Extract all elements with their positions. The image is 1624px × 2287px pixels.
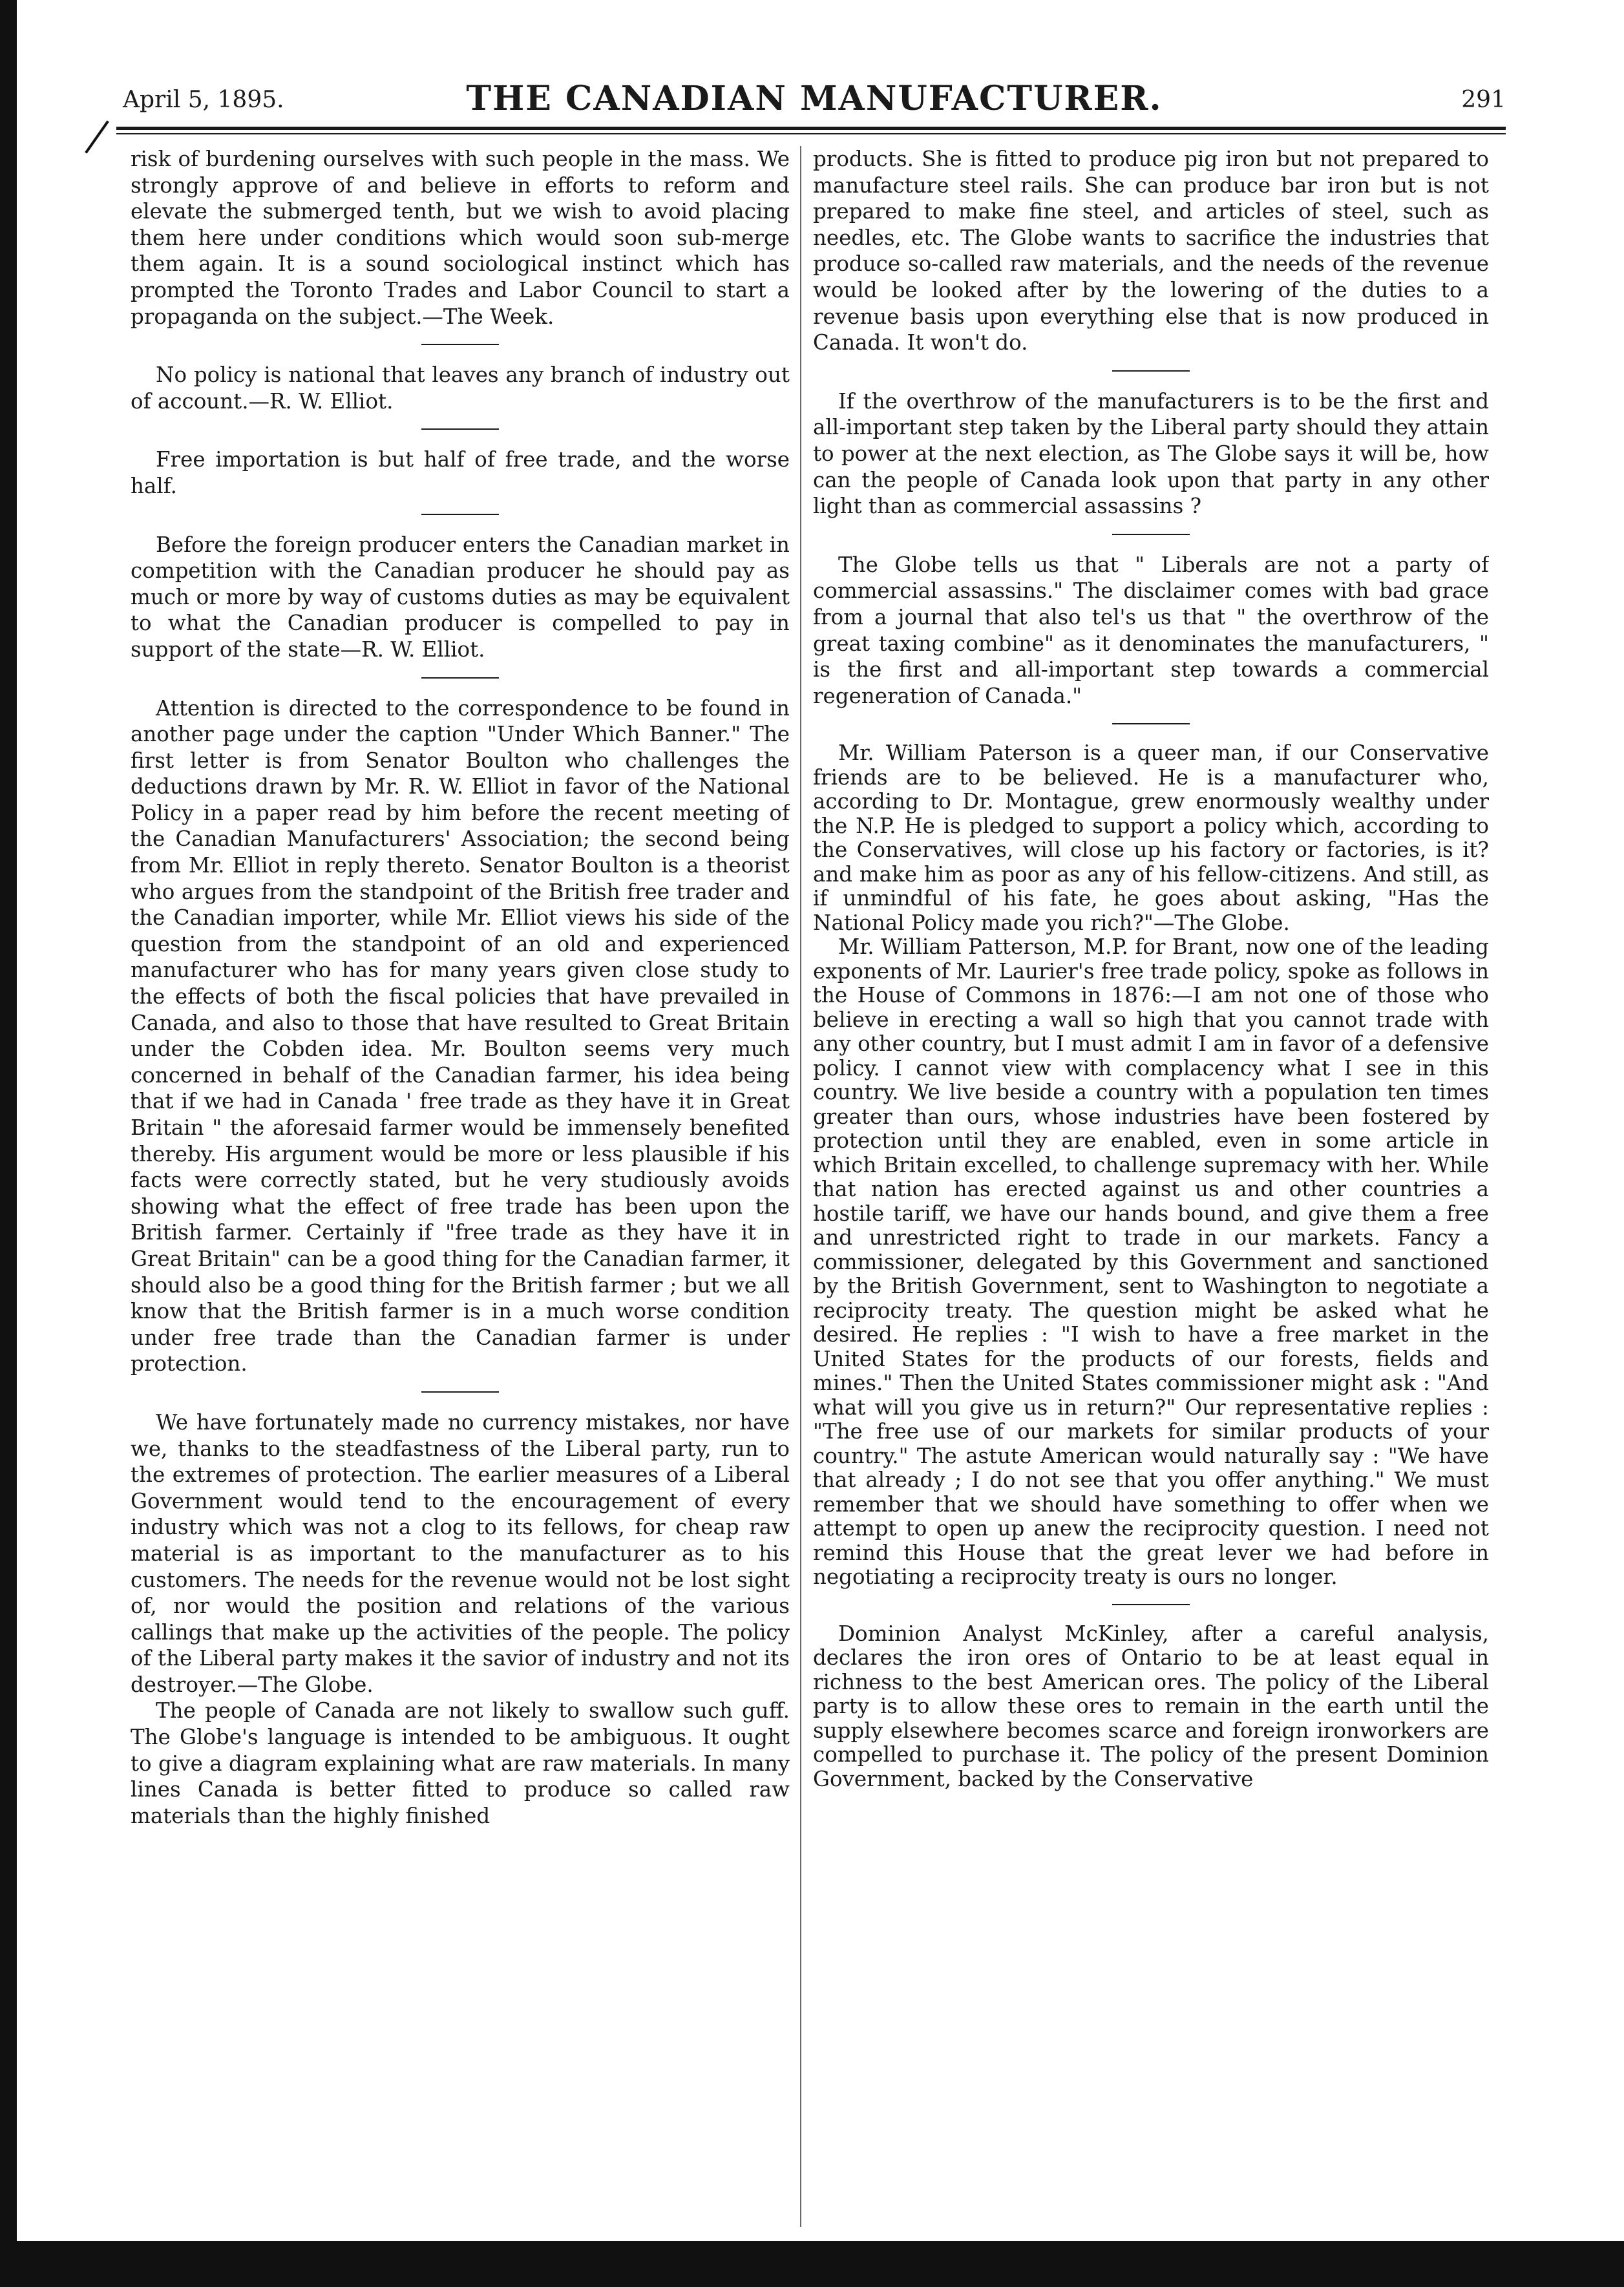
- article-paragraph: products. She is fitted to produce pig iron but not prepared to manufacture steel rails. She can produce bar iron but is not prepared to make fine steel, and articles of steel, such as needles, etc. The Globe wants to sacrifice the industries that produce so-called raw materials, and the needs of the revenue would be looked after by the lowering of the duties to a revenue basis upon everything else that is now produced in Canada. It won't do.: [813, 147, 1489, 355]
- section-divider: [421, 344, 499, 345]
- header-date: April 5, 1895.: [123, 87, 284, 113]
- section-divider: [421, 514, 499, 515]
- page-number: 291: [1461, 87, 1506, 113]
- scan-mark: [85, 120, 109, 153]
- article-paragraph: We have fortunately made no currency mistakes, nor have we, thanks to the steadfastness of the Liberal party, run to the extremes of protection. The earlier measures of a Liberal Government would tend to the encouragement of every industry which was not a clog to its fellows, for cheap raw material is as important to the manufacturer as to his customers. The needs for the revenue would not be lost sight of, nor would the position and relations of the various callings that make up the activities of the people. The policy of the Liberal party makes it the savior of industry and not its destroyer.—The Globe.: [131, 1409, 790, 1697]
- article-paragraph: Mr. William Patterson, M.P. for Brant, now one of the leading exponents of Mr. Laurier's free trade policy, spoke as follows in the House of Commons in 1876:—I am not one of those who believe in erecting a wall so high that you cannot trade with any other country, but I must admit I am in favor of a defensive policy. I cannot view with complacency what I see in this country. We live beside a country with a population ten times greater than ours, whose industries have been fostered by protection until they are enabled, even in some article in which Britain excelled, to challenge supremacy with her. While that nation has erected against us and other countries a hostile tariff, we have our hands bound, and give them a free and unrestricted right to trade in our markets. Fancy a commissioner, delegated by this Government and sanctioned by the British Government, sent to Washington to negotiate a reciprocity treaty. The question might be asked what he desired. He replies : "I wish to have a free market in the United States for the products of our forests, fields and mines." Then the United States commissioner might ask : "And what will you give us in return?" Our representative replies : "The free use of our markets for similar products of your country." The astute American would naturally say : "We have that already ; I do not see that you offer anything." We must remember that we should have something to offer when we attempt to open up anew the reciprocity question. I need not remind this House that the great lever we had before in negotiating a reciprocity treaty is ours no longer.: [813, 934, 1489, 1590]
- header-rule: [116, 127, 1506, 130]
- section-divider: [1112, 1604, 1190, 1605]
- section-divider: [421, 1391, 499, 1393]
- left-column: [131, 146, 790, 2240]
- page-header: [123, 79, 1506, 124]
- section-divider: [1112, 534, 1190, 535]
- section-divider: [1112, 370, 1190, 372]
- header-rule-thin: [116, 133, 1506, 134]
- article-paragraph: Dominion Analyst McKinley, after a careful analysis, declares the iron ores of Ontario to be at least equal in richness to the best American ores. The policy of the Liberal party is to allow these ores to remain in the earth until the supply elsewhere becomes scarce and foreign ironworkers are compelled to purchase it. The policy of the present Dominion Government, backed by the Conservative: [813, 1621, 1489, 1791]
- scan-edge-bottom: [0, 2241, 1624, 2287]
- right-column: [813, 146, 1489, 2240]
- article-paragraph: Before the foreign producer enters the Canadian market in competition with the Canadian producer he should pay as much or more by way of customs duties as may be equivalent to what the Canadian producer is compelled to pay in support of the state—R. W. Elliot.: [131, 532, 790, 662]
- masthead-title: THE CANADIAN MANUFACTURER.: [466, 79, 1163, 118]
- article-paragraph: Free importation is but half of free trade, and the worse half.: [131, 447, 790, 498]
- section-divider: [421, 428, 499, 430]
- article-paragraph: Attention is directed to the correspondence to be found in another page under the caption "Under Which Banner." The first letter is from Senator Boulton who challenges the deductions drawn by Mr. R. W. Elliot in favor of the National Policy in a paper read by him before the recent meeting of the Canadian Manufacturers' Association; the second being from Mr. Elliot in reply thereto. Senator Boulton is a theorist who argues from the standpoint of the British free trader and the Canadian importer, while Mr. Elliot views his side of the question from the standpoint of an old and experienced manufacturer who has for many years given close study to the effects of both the fiscal policies that have prevailed in Canada, and also to those that have resulted to Great Britain under the Cobden idea. Mr. Boulton seems very much concerned in behalf of the Canadian farmer, his idea being that if we had in Canada ' free trade as they have it in Great Britain " the aforesaid farmer would be immensely benefited thereby. His argument would be more or less plausible if his facts were correctly stated, but he very studiously avoids showing what the effect of free trade has been upon the British farmer. Certainly if "free trade as they have it in Great Britain" can be a good thing for the Canadian farmer, it should also be a good thing for the British farmer ; but we all know that the British farmer is in a much worse condition under free trade than the Canadian farmer is under protection.: [131, 695, 790, 1376]
- article-paragraph: The people of Canada are not likely to swallow such guff. The Globe's language is intended to be ambiguous. It ought to give a diagram explaining what are raw materials. In many lines Canada is better fitted to produce so called raw materials than the highly finished: [131, 1698, 790, 1828]
- article-paragraph: Mr. William Paterson is a queer man, if our Conservative friends are to be believed. He is a manufacturer who, according to Dr. Montague, grew enormously wealthy under the N.P. He is pledged to support a policy which, according to the Conservatives, will close up his factory or factories, is it? and make him as poor as any of his fellow-citizens. And still, as if unmindful of his fate, he goes about asking, "Has the National Policy made you rich?"—The Globe.: [813, 741, 1489, 935]
- article-paragraph: If the overthrow of the manufacturers is to be the first and all-important step taken by the Liberal party should they attain to power at the next election, as The Globe says it will be, how can the people of Canada look upon that party in any other light than as commercial assassins ?: [813, 388, 1489, 519]
- article-paragraph: No policy is national that leaves any branch of industry out of account.—R. W. Elliot.: [131, 363, 790, 414]
- section-divider: [421, 677, 499, 679]
- scan-edge-left: [0, 0, 17, 2287]
- section-divider: [1112, 723, 1190, 724]
- column-divider: [800, 146, 801, 2227]
- article-paragraph: risk of burdening ourselves with such people in the mass. We strongly approve of and believe in efforts to reform and elevate the submerged tenth, but we wish to avoid placing them here under conditions which would soon sub-merge them again. It is a sound sociological instinct which has prompted the Toronto Trades and Labor Council to start a propaganda on the subject.—The Week.: [131, 147, 790, 329]
- article-paragraph: The Globe tells us that " Liberals are not a party of commercial assassins." The disclaimer comes with bad grace from a journal that also tel's us that " the overthrow of the great taxing combine" as it denominates the manufacturers, " is the first and all-important step towards a commercial regeneration of Canada.": [813, 552, 1489, 708]
